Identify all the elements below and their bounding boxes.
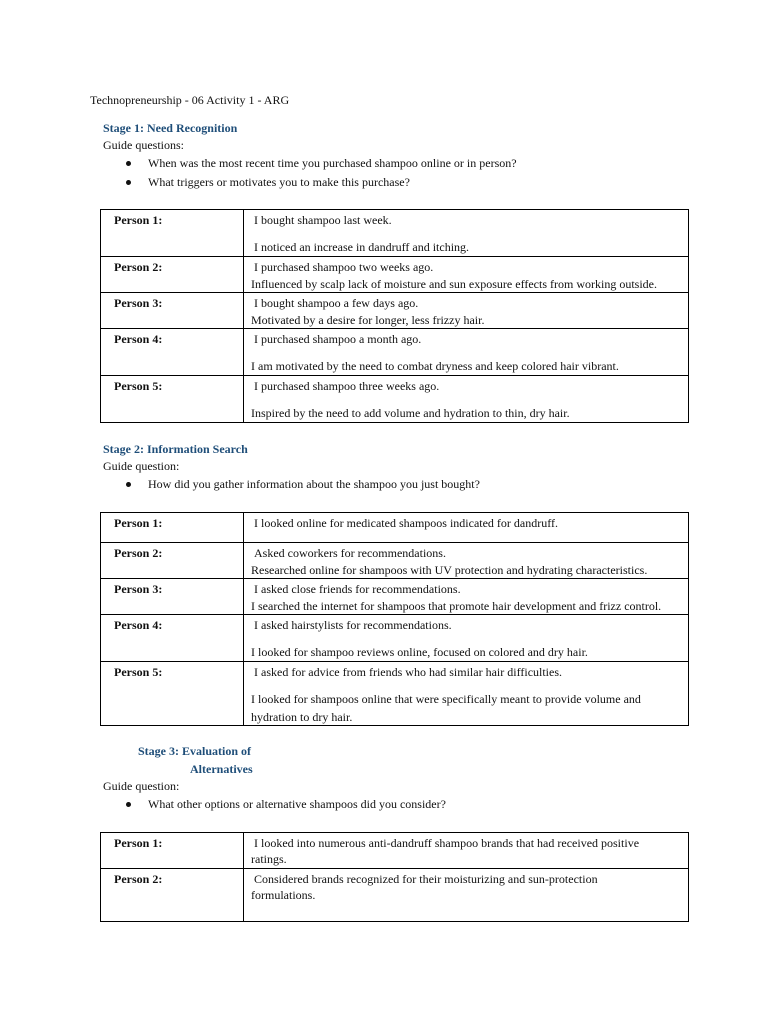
stage3-question-1: What other options or alternative shampoos did you consider? <box>148 797 446 811</box>
person-label: Person 1: <box>114 516 163 530</box>
table-row <box>101 513 689 543</box>
stage1-guide-label: Guide questions: <box>103 138 184 152</box>
answer-line: ratings. <box>251 852 287 866</box>
answer-line: I searched the internet for shampoos that promote hair development and frizz control. <box>251 599 662 613</box>
person-label: Person 2: <box>114 872 163 886</box>
stage2-guide-label: Guide question: <box>103 459 180 473</box>
stage3-heading-line2: Alternatives <box>190 762 253 776</box>
answer-line: I am motivated by the need to combat dryness and keep colored hair vibrant. <box>251 359 619 373</box>
stage1-heading: Stage 1: Need Recognition <box>103 121 238 135</box>
stage2-heading: Stage 2: Information Search <box>103 442 248 456</box>
stage3-heading-line1: Stage 3: Evaluation of <box>138 744 252 758</box>
table-row <box>101 543 689 579</box>
answer-line: I looked into numerous anti-dandruff shampoo brands that had received positive <box>254 836 640 850</box>
person-label: Person 2: <box>114 546 163 560</box>
bullet-icon <box>126 161 131 166</box>
table-row <box>101 210 689 257</box>
document-title: Technopreneurship - 06 Activity 1 - ARG <box>90 93 290 107</box>
stage1-table <box>100 209 689 423</box>
answer-line: Researched online for shampoos with UV protection and hydrating characteristics. <box>251 563 648 577</box>
table-row <box>101 869 689 922</box>
person-label: Person 5: <box>114 665 163 679</box>
table-row <box>101 376 689 423</box>
table-row <box>101 293 689 329</box>
answer-line: I asked for advice from friends who had similar hair difficulties. <box>254 665 563 679</box>
stage3-guide-label: Guide question: <box>103 779 180 793</box>
answer-line: I looked for shampoo reviews online, focused on colored and dry hair. <box>251 645 588 659</box>
stage2-table <box>100 512 689 726</box>
table-row <box>101 615 689 662</box>
answer-line: I noticed an increase in dandruff and itching. <box>254 240 470 254</box>
answer-line: formulations. <box>251 888 316 902</box>
person-label: Person 1: <box>114 836 163 850</box>
person-label: Person 4: <box>114 618 163 632</box>
answer-line: I purchased shampoo two weeks ago. <box>254 260 434 274</box>
stage2-question-1: How did you gather information about the shampoo you just bought? <box>148 477 480 491</box>
person-label: Person 5: <box>114 379 163 393</box>
answer-line: I asked hairstylists for recommendations. <box>254 618 452 632</box>
answer-line: I looked online for medicated shampoos indicated for dandruff. <box>254 516 559 530</box>
person-label: Person 3: <box>114 296 163 310</box>
person-label: Person 3: <box>114 582 163 596</box>
answer-line: I bought shampoo last week. <box>254 213 392 227</box>
answer-line: I bought shampoo a few days ago. <box>254 296 419 310</box>
answer-line: Motivated by a desire for longer, less frizzy hair. <box>251 313 485 327</box>
table-row <box>101 662 689 726</box>
bullet-icon <box>126 482 131 487</box>
answer-line: I purchased shampoo a month ago. <box>254 332 422 346</box>
person-label: Person 1: <box>114 213 163 227</box>
stage3-table <box>100 832 689 922</box>
answer-line: Considered brands recognized for their moisturizing and sun-protection <box>254 872 598 886</box>
answer-line: Asked coworkers for recommendations. <box>254 546 446 560</box>
bullet-icon <box>126 180 131 185</box>
table-row <box>101 579 689 615</box>
stage1-question-2: What triggers or motivates you to make this purchase? <box>148 175 410 189</box>
answer-line: I asked close friends for recommendations. <box>254 582 461 596</box>
person-label: Person 2: <box>114 260 163 274</box>
answer-line: I looked for shampoos online that were specifically meant to provide volume and <box>251 692 641 706</box>
answer-line: hydration to dry hair. <box>251 710 353 724</box>
answer-line: Inspired by the need to add volume and hydration to thin, dry hair. <box>251 406 570 420</box>
answer-line: Influenced by scalp lack of moisture and sun exposure effects from working outside. <box>251 277 657 291</box>
bullet-icon <box>126 802 131 807</box>
person-label: Person 4: <box>114 332 163 346</box>
table-row <box>101 257 689 293</box>
answer-line: I purchased shampoo three weeks ago. <box>254 379 440 393</box>
table-row <box>101 833 689 869</box>
table-row <box>101 329 689 376</box>
stage1-question-1: When was the most recent time you purchased shampoo online or in person? <box>148 156 517 170</box>
